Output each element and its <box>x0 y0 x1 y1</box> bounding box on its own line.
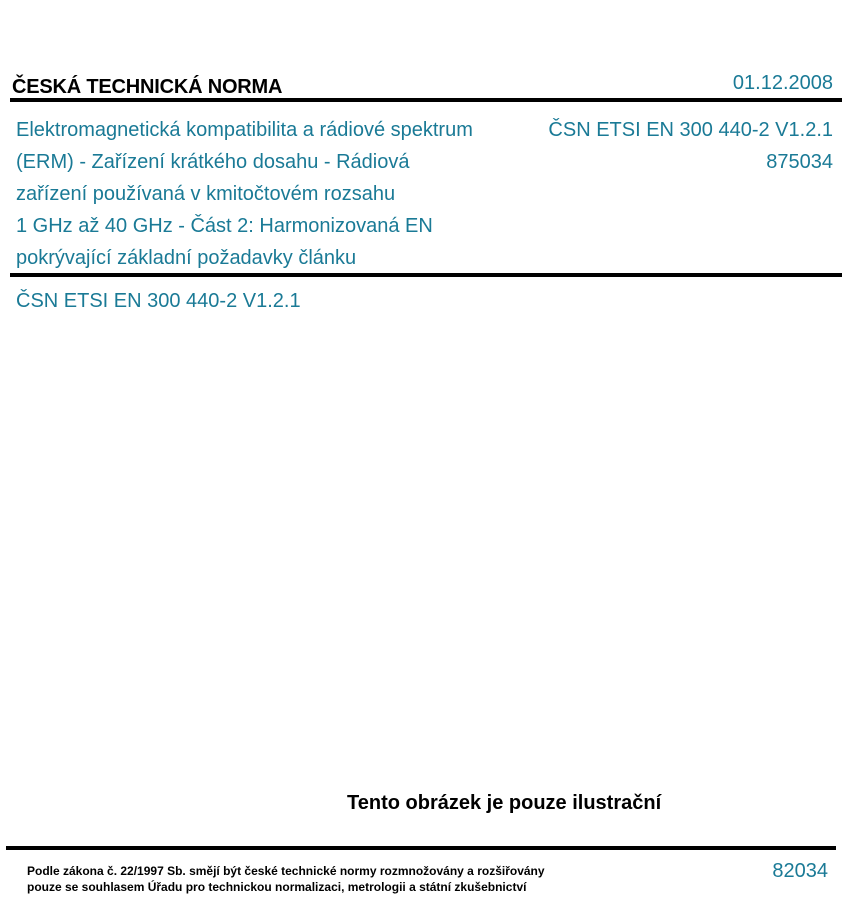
standard-title-line: pokrývající základní požadavky článku <box>16 247 357 269</box>
standard-identifier-block <box>548 114 833 178</box>
standard-title-line: zařízení používaná v kmitočtovém rozsahu <box>16 183 396 205</box>
illustration-notice: Tento obrázek je pouze ilustrační <box>347 792 662 814</box>
standard-designation: ČSN ETSI EN 300 440-2 V1.2.1 <box>548 119 833 141</box>
order-number: 82034 <box>772 860 828 882</box>
issue-date: 01.12.2008 <box>732 72 833 94</box>
title-divider <box>10 273 842 277</box>
standard-title <box>16 114 516 274</box>
standard-designation-repeat: ČSN ETSI EN 300 440-2 V1.2.1 <box>16 290 301 312</box>
standard-title-line: 1 GHz až 40 GHz - Část 2: Harmonizovaná EN <box>16 215 433 237</box>
legal-notice-line: pouze se souhlasem Úřadu pro technickou normalizaci, metrologii a státní zkušebnictví <box>27 880 527 894</box>
classification-number: 875034 <box>766 151 833 173</box>
document-header-title: ČESKÁ TECHNICKÁ NORMA <box>12 76 283 98</box>
header-divider <box>10 98 842 102</box>
footer-divider <box>6 846 836 850</box>
legal-notice-line: Podle zákona č. 22/1997 Sb. smějí být české technické normy rozmnožovány a rozšiřovány <box>27 864 545 878</box>
standard-title-line: Elektromagnetická kompatibilita a rádiové spektrum <box>16 119 473 141</box>
legal-notice <box>27 863 545 895</box>
standard-title-line: (ERM) - Zařízení krátkého dosahu - Rádiová <box>16 151 410 173</box>
